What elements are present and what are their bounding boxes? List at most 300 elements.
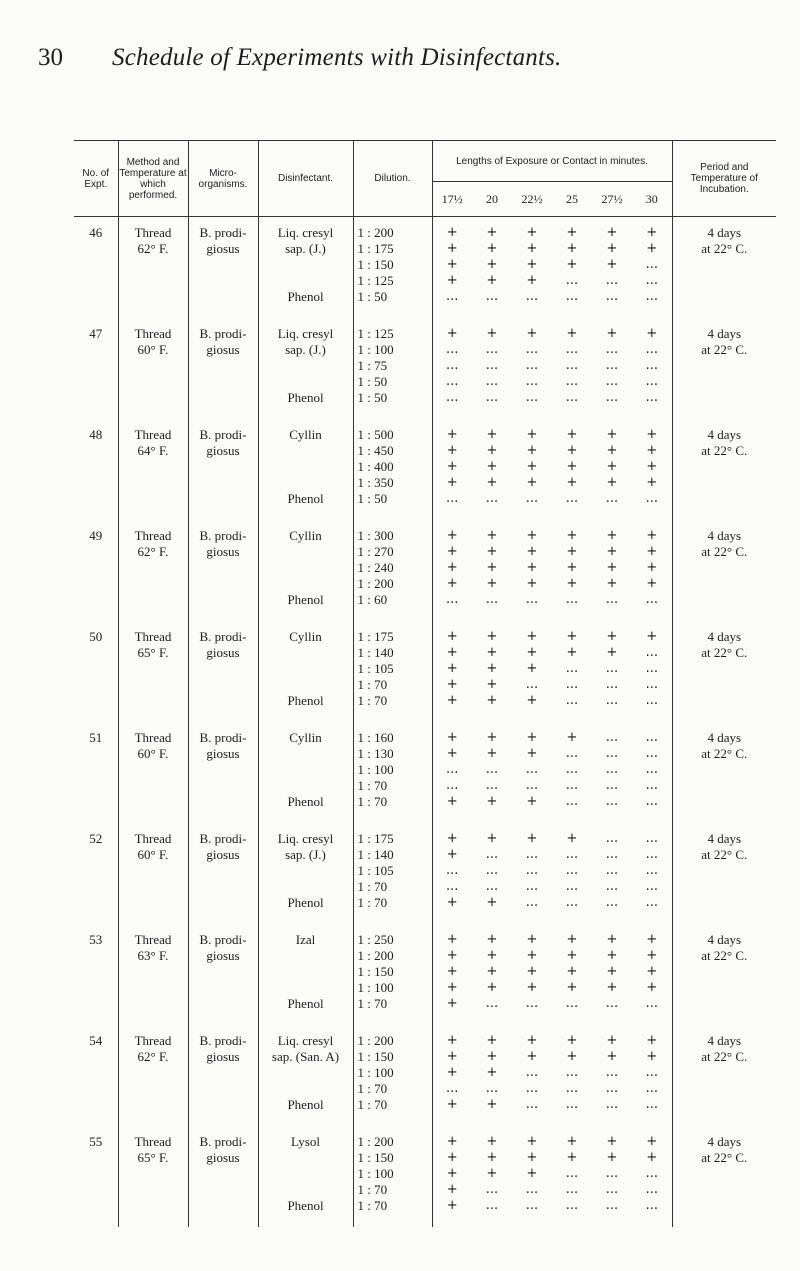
dilution-cell-line: 1 : 150 [357,257,394,272]
result-mark: + [446,1166,458,1181]
dilution-cell-line: 1 : 70 [357,879,388,894]
experiment-number [74,520,118,621]
experiment-row [74,924,776,1025]
disinfectant-cell-line: Cyllin [289,629,322,644]
result-mark: ... [525,592,539,607]
period-cell-line: 4 days [707,326,742,341]
dilution-cell [353,1025,432,1126]
result-mark: + [606,576,618,591]
disinfectant-cell-line: Phenol [287,1198,324,1213]
result-mark: ... [605,289,619,304]
period-cell-line: at 22° C. [701,746,748,761]
result-mark: + [646,560,658,575]
result-mark: + [526,273,538,288]
result-mark: + [446,475,458,490]
organism-cell [188,217,258,319]
result-mark: ... [605,730,619,745]
period-cell [672,520,776,621]
period-cell-line: at 22° C. [701,1150,748,1165]
result-mark: ... [645,289,658,304]
result-column [632,419,672,520]
dilution-cell [353,520,432,621]
disinfectant-cell-line: Phenol [287,1097,324,1112]
result-mark: + [486,730,498,745]
result-mark: + [486,576,498,591]
result-mark: ... [485,374,499,389]
result-mark: ... [565,762,579,777]
result-mark: + [486,964,498,979]
disinfectant-cell-line [259,544,353,560]
disinfectant-cell-line: sap. (J.) [285,241,326,256]
result-mark: ... [565,746,579,761]
result-mark: ... [565,1081,579,1096]
period-cell [672,924,776,1025]
result-mark: + [606,544,618,559]
result-mark: + [486,459,498,474]
experiment-number [74,823,118,924]
result-mark: ... [565,374,579,389]
dilution-cell-line: 1 : 175 [357,629,394,644]
result-column [472,419,512,520]
result-mark: + [486,1065,498,1080]
disinfectant-cell [258,217,353,319]
result-mark: + [646,1033,658,1048]
result-mark: ... [525,996,539,1011]
result-mark: + [446,1150,458,1165]
disinfectant-cell-line [259,964,353,980]
result-column [512,823,552,924]
experiment-number [74,217,118,319]
result-mark: ... [645,693,658,708]
result-mark: ... [565,996,579,1011]
result-mark: ... [605,879,619,894]
result-mark: ... [446,778,459,793]
result-column [552,419,592,520]
period-cell-line: at 22° C. [701,1049,748,1064]
result-mark: + [606,980,618,995]
result-mark: + [606,964,618,979]
result-column [632,1126,672,1227]
organism-cell-line: giosus [206,746,240,761]
dilution-cell-line: 1 : 100 [357,980,394,995]
result-mark: ... [446,762,459,777]
experiment-number-text: 52 [89,831,103,846]
period-cell-line: at 22° C. [701,342,748,357]
result-mark: + [606,1150,618,1165]
organism-cell-line: giosus [206,342,240,357]
period-cell-line: at 22° C. [701,443,748,458]
result-mark: ... [525,778,539,793]
result-column [472,621,512,722]
experiment-number [74,924,118,1025]
disinfectant-cell-line [259,746,353,762]
result-mark: + [646,544,658,559]
result-mark: + [646,326,658,341]
result-mark: + [606,225,618,240]
disinfectant-cell-line [259,863,353,879]
result-mark: + [646,1049,658,1064]
experiment-number [74,722,118,823]
result-mark: + [486,225,498,240]
result-column [592,520,632,621]
result-mark: + [606,528,618,543]
result-mark: + [566,831,578,846]
disinfectant-cell-line: Cyllin [289,427,322,442]
result-mark: ... [485,1198,499,1213]
result-mark: ... [485,863,499,878]
result-mark: ... [645,1065,658,1080]
experiment-number [74,1126,118,1227]
result-mark: + [446,964,458,979]
result-column [552,924,592,1025]
disinfectant-cell-line [259,459,353,475]
result-mark: ... [645,730,658,745]
disinfectant-cell-line: Phenol [287,390,324,405]
result-mark: ... [565,289,579,304]
dilution-cell-line: 1 : 100 [357,1166,394,1181]
result-mark: + [486,560,498,575]
disinfectant-cell-line: Cyllin [289,730,322,745]
organism-cell-line: B. prodi- [199,1134,247,1149]
result-mark: ... [645,778,658,793]
organism-cell-line: giosus [206,1150,240,1165]
result-mark: + [446,677,458,692]
disinfectant-cell-line [259,358,353,374]
result-mark: + [566,1033,578,1048]
experiment-row [74,1126,776,1227]
experiment-row [74,217,776,319]
result-mark: ... [605,1081,619,1096]
result-mark: ... [525,1081,539,1096]
result-mark: + [486,326,498,341]
disinfectant-cell-line: Phenol [287,996,324,1011]
organism-cell-line: B. prodi- [199,730,247,745]
result-mark: + [526,980,538,995]
result-mark: ... [605,374,619,389]
disinfectant-cell-line [259,1182,353,1198]
result-mark: ... [565,390,579,405]
disinfectant-cell-line: Cyllin [289,528,322,543]
result-mark: ... [645,863,658,878]
result-mark: + [486,443,498,458]
result-column [432,823,472,924]
result-column [632,217,672,319]
result-mark: ... [565,778,579,793]
result-mark: ... [605,762,619,777]
result-mark: + [446,794,458,809]
period-cell [672,1126,776,1227]
experiment-number-text: 55 [89,1134,103,1149]
result-mark: + [446,528,458,543]
result-mark: + [526,475,538,490]
experiment-number [74,1025,118,1126]
result-mark: ... [605,847,619,862]
period-cell [672,1025,776,1126]
organism-cell-line: giosus [206,948,240,963]
result-mark: + [526,794,538,809]
method-cell-line: Thread [134,225,172,240]
result-mark: ... [645,1081,658,1096]
result-mark: + [446,241,458,256]
experiment-number-text: 54 [89,1033,103,1048]
result-mark: ... [565,1166,579,1181]
dilution-cell-line: 1 : 150 [357,964,394,979]
result-mark: ... [525,863,539,878]
result-mark: + [606,459,618,474]
method-cell [118,419,188,520]
period-cell [672,722,776,823]
result-mark: + [446,645,458,660]
result-mark: ... [525,342,539,357]
result-mark: + [566,964,578,979]
method-cell [118,823,188,924]
result-mark: ... [565,1198,579,1213]
result-mark: + [446,273,458,288]
dilution-cell-line: 1 : 500 [357,427,394,442]
result-mark: ... [565,693,579,708]
result-mark: ... [565,1065,579,1080]
result-mark: + [446,459,458,474]
disinfectant-cell [258,1126,353,1227]
page-number: 30 [38,44,63,71]
dilution-cell-line: 1 : 70 [357,1182,388,1197]
disinfectant-cell-line: Lysol [291,1134,320,1149]
result-mark: ... [645,677,658,692]
result-mark: + [526,1033,538,1048]
dilution-cell [353,924,432,1025]
result-column [472,1126,512,1227]
result-mark: ... [525,358,539,373]
result-mark: ... [605,390,619,405]
dilution-cell-line: 1 : 70 [357,895,388,910]
organism-cell-line: B. prodi- [199,932,247,947]
dilution-cell-line: 1 : 70 [357,1198,388,1213]
disinfectant-cell-line: Phenol [287,491,324,506]
result-mark: + [526,1049,538,1064]
result-mark: ... [565,491,579,506]
result-mark: ... [605,1166,619,1181]
header-dilution: Dilution. [353,141,432,217]
disinfectant-cell-line: Phenol [287,895,324,910]
organism-cell-line: giosus [206,443,240,458]
result-mark: + [646,629,658,644]
result-mark: + [526,544,538,559]
header-no: No. of Expt. [74,141,118,217]
experiment-number-text: 48 [89,427,103,442]
period-cell [672,318,776,419]
result-mark: + [566,730,578,745]
result-mark: + [526,1150,538,1165]
result-mark: + [646,443,658,458]
result-mark: ... [485,358,499,373]
result-mark: + [446,576,458,591]
dilution-cell-line: 1 : 70 [357,794,388,809]
result-mark: ... [485,289,499,304]
result-mark: + [566,544,578,559]
result-mark: + [446,629,458,644]
result-mark: + [646,427,658,442]
dilution-cell-line: 1 : 70 [357,1097,388,1112]
method-cell [118,217,188,319]
organism-cell-line: giosus [206,1049,240,1064]
result-mark: ... [605,677,619,692]
result-mark: + [646,459,658,474]
result-mark: ... [485,592,499,607]
result-mark: ... [446,863,459,878]
result-column [592,318,632,419]
result-mark: ... [605,863,619,878]
disinfectant-cell-line [259,661,353,677]
result-mark: + [606,948,618,963]
result-column [432,1126,472,1227]
result-mark: + [486,746,498,761]
result-mark: ... [645,831,658,846]
result-column [472,924,512,1025]
method-cell-line: Thread [134,730,172,745]
method-cell [118,924,188,1025]
result-mark: ... [485,390,499,405]
dilution-cell-line: 1 : 100 [357,762,394,777]
dilution-cell-line: 1 : 70 [357,1081,388,1096]
experiment-row [74,318,776,419]
result-mark: ... [525,879,539,894]
result-mark: + [566,257,578,272]
header-time-2: 22½ [512,182,552,217]
result-mark: + [606,443,618,458]
result-column [592,419,632,520]
result-mark: + [446,996,458,1011]
disinfectant-cell-line: Liq. cresyl [277,225,334,240]
result-column [472,520,512,621]
result-column [432,520,472,621]
organism-cell [188,823,258,924]
result-column [592,823,632,924]
result-mark: + [566,326,578,341]
dilution-cell-line: 1 : 105 [357,661,394,676]
dilution-cell-line: 1 : 75 [357,358,388,373]
result-mark: + [486,932,498,947]
result-mark: + [446,932,458,947]
dilution-cell-line: 1 : 100 [357,342,394,357]
result-mark: ... [446,289,459,304]
period-cell-line: 4 days [707,1033,742,1048]
result-mark: + [526,645,538,660]
result-mark: + [646,948,658,963]
header-period: Period and Temperature of Incubation. [672,141,776,217]
result-column [632,318,672,419]
disinfectant-cell-line [259,560,353,576]
result-mark: + [446,1033,458,1048]
header-time-5: 30 [632,182,672,217]
disinfectant-cell-line [259,443,353,459]
result-mark: + [566,645,578,660]
result-mark: + [606,241,618,256]
result-column [512,722,552,823]
result-mark: + [646,932,658,947]
result-mark: ... [645,1182,658,1197]
result-mark: + [446,1065,458,1080]
result-mark: + [486,544,498,559]
result-mark: + [526,576,538,591]
result-mark: ... [446,390,459,405]
result-mark: + [526,528,538,543]
result-column [592,217,632,319]
dilution-cell-line: 1 : 350 [357,475,394,490]
organism-cell [188,722,258,823]
result-mark: ... [565,895,579,910]
dilution-cell-line: 1 : 175 [357,831,394,846]
method-cell-line: 63° F. [137,948,169,963]
result-mark: + [646,528,658,543]
result-mark: ... [446,342,459,357]
result-mark: ... [645,257,658,272]
result-mark: + [566,560,578,575]
result-mark: + [526,1166,538,1181]
header-time-4: 27½ [592,182,632,217]
result-mark: + [446,730,458,745]
result-column [432,1025,472,1126]
result-column [632,823,672,924]
result-mark: ... [485,1081,499,1096]
result-mark: ... [565,273,579,288]
dilution-cell-line: 1 : 240 [357,560,394,575]
result-mark: + [606,1049,618,1064]
disinfectant-cell [258,722,353,823]
result-column [552,1025,592,1126]
result-mark: ... [645,996,658,1011]
disinfectant-cell-line: Phenol [287,794,324,809]
dilution-cell-line: 1 : 60 [357,592,388,607]
experiment-number-text: 46 [89,225,103,240]
result-mark: + [566,1150,578,1165]
period-cell-line: 4 days [707,528,742,543]
result-column [552,217,592,319]
result-mark: + [646,225,658,240]
result-column [632,621,672,722]
experiment-number [74,621,118,722]
result-mark: ... [565,661,579,676]
period-cell-line: 4 days [707,730,742,745]
result-mark: ... [525,677,539,692]
disinfectant-cell [258,520,353,621]
result-mark: ... [645,273,658,288]
result-mark: ... [525,1198,539,1213]
result-mark: + [566,932,578,947]
result-column [552,823,592,924]
result-mark: ... [565,342,579,357]
result-mark: ... [645,645,658,660]
result-mark: + [486,528,498,543]
result-mark: ... [485,996,499,1011]
result-mark: + [446,1198,458,1213]
disinfectant-cell-line: sap. (San. A) [271,1049,340,1064]
result-mark: ... [525,847,539,862]
result-column [592,722,632,823]
organism-cell [188,520,258,621]
organism-cell-line: B. prodi- [199,225,247,240]
result-mark: ... [605,996,619,1011]
result-mark: ... [525,390,539,405]
organism-cell [188,924,258,1025]
result-mark: + [446,847,458,862]
experiment-row [74,520,776,621]
result-mark: + [566,443,578,458]
result-mark: ... [605,831,619,846]
result-mark: + [446,1097,458,1112]
period-cell-line: at 22° C. [701,241,748,256]
period-cell-line: at 22° C. [701,544,748,559]
result-mark: ... [605,1198,619,1213]
